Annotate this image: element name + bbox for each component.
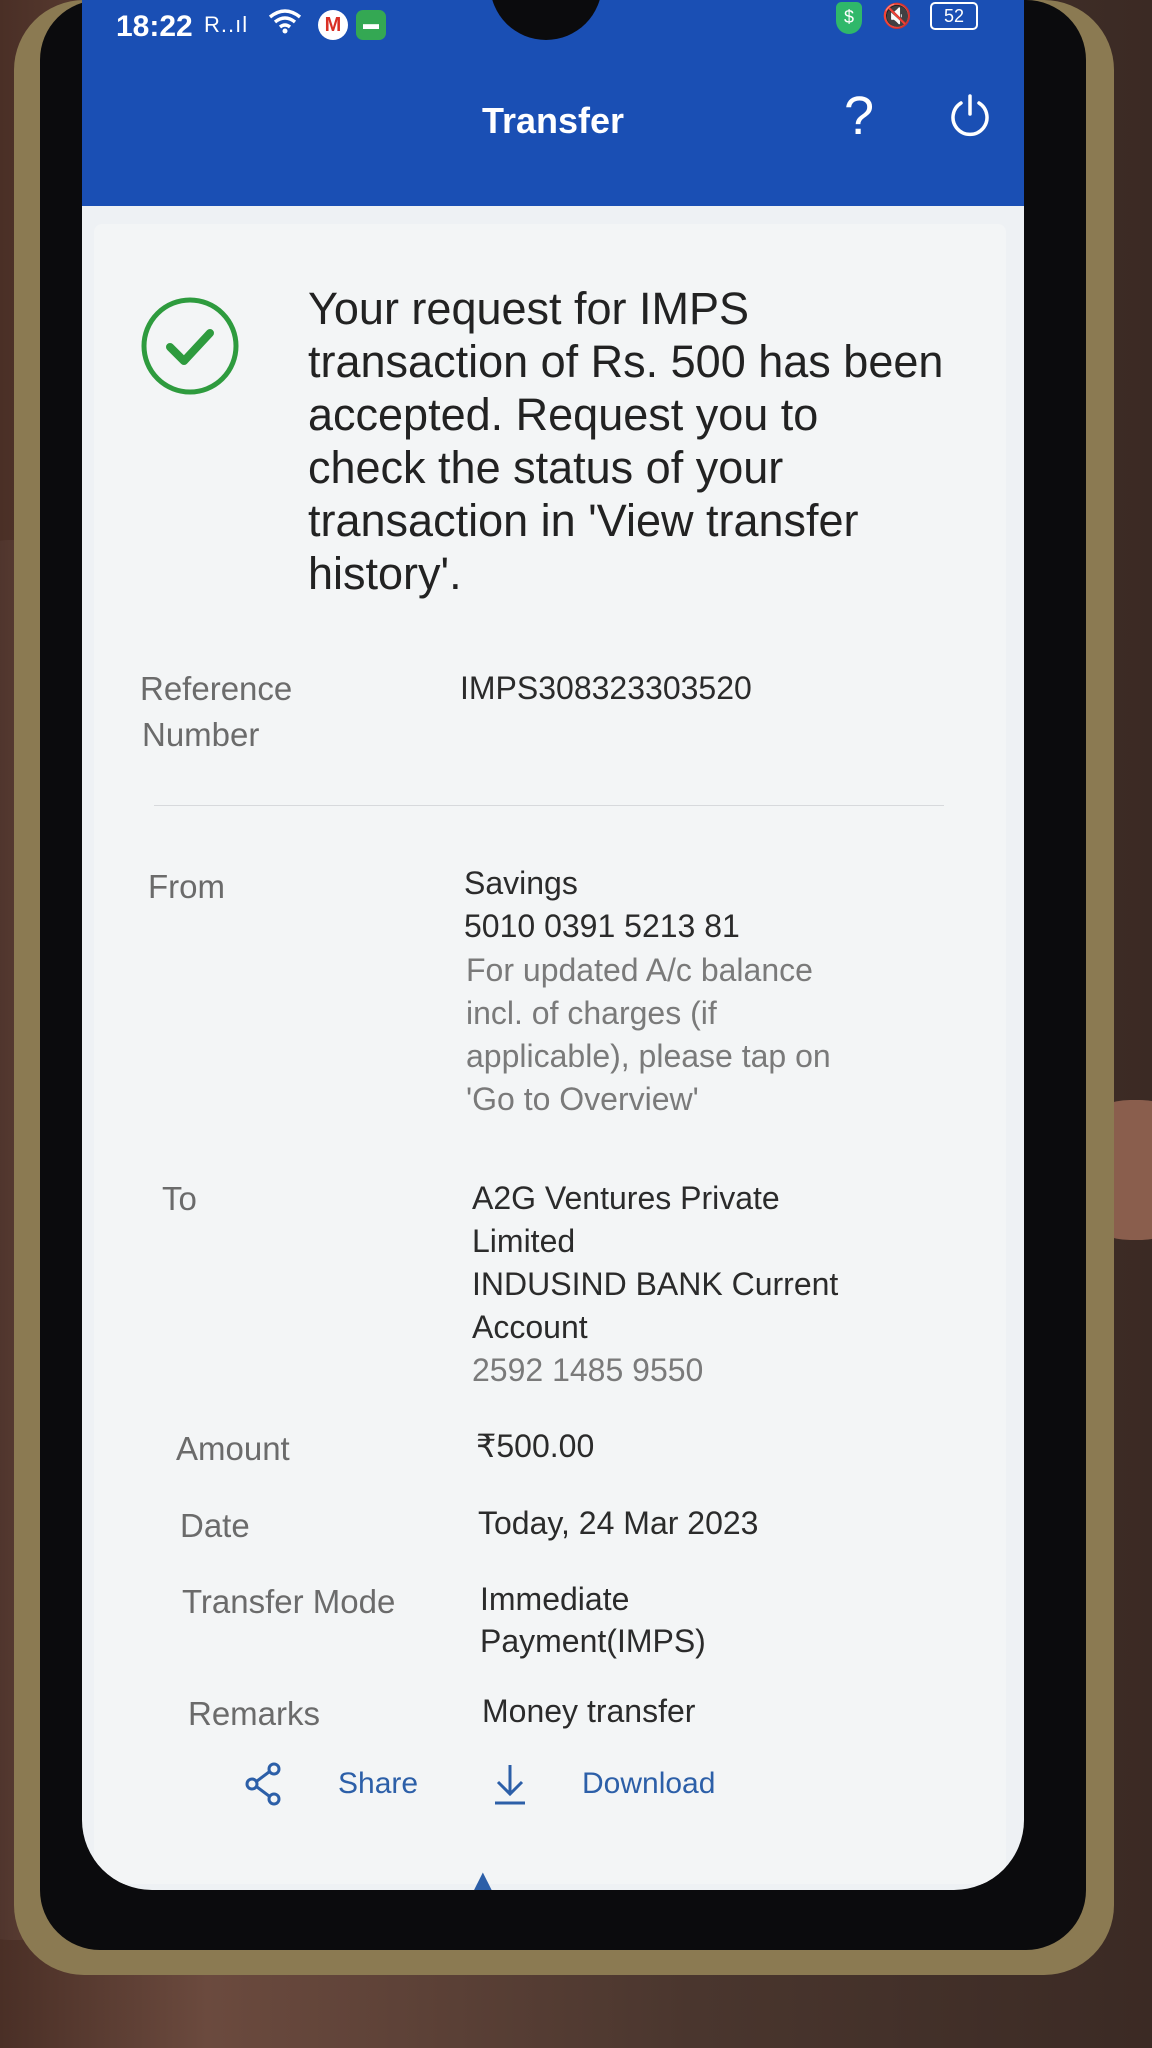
amount-label: Amount (176, 1430, 290, 1467)
to-label: To (162, 1180, 197, 1217)
camera-notch (490, 0, 602, 40)
from-note-line3: applicable), please tap on (466, 1038, 831, 1074)
to-name-line1: A2G Ventures Private (472, 1180, 780, 1216)
status-time: 18:22 (116, 10, 193, 43)
to-account-number: 2592 1485 9550 (472, 1352, 704, 1388)
help-icon[interactable]: ? (844, 86, 875, 146)
share-icon (244, 1761, 284, 1807)
transfer-mode-label: Transfer Mode (182, 1583, 396, 1620)
remarks-label: Remarks (188, 1695, 321, 1732)
reference-value: IMPS308323303520 (460, 670, 752, 706)
remarks-value: Money transfer (482, 1693, 696, 1729)
download-button[interactable] (492, 1754, 715, 1814)
reference-label-line1: Reference (140, 670, 293, 707)
download-label: Download (582, 1767, 716, 1800)
share-label: Share (338, 1767, 419, 1800)
from-account-type: Savings (464, 865, 578, 901)
mute-icon: 🔇 (882, 3, 912, 30)
battery-indicator: 52 (930, 2, 978, 30)
wifi-icon (268, 8, 302, 42)
amount-value: ₹500.00 (476, 1428, 595, 1464)
status-bar (82, 0, 1024, 56)
to-bank-line2: Account (472, 1309, 588, 1345)
transfer-mode-line2: Payment(IMPS) (480, 1623, 706, 1659)
gmail-icon: M (318, 10, 348, 40)
shield-icon: $ (836, 2, 862, 34)
from-note-line4[interactable]: 'Go to Overview' (466, 1081, 699, 1117)
date-label: Date (180, 1507, 250, 1544)
transfer-confirmation-card (94, 224, 1006, 1890)
success-message: Your request for IMPS transaction of Rs. 500 has been accepted. Request you to check the status of your transaction in 'View transfer history'. (308, 283, 944, 599)
from-label: From (148, 868, 225, 905)
from-note-line2: incl. of charges (if (466, 995, 717, 1031)
share-button[interactable] (244, 1754, 418, 1814)
phone-screen (82, 0, 1024, 1890)
date-value: Today, 24 Mar 2023 (478, 1505, 759, 1541)
to-name-line2: Limited (472, 1223, 576, 1259)
to-bank-line1: INDUSIND BANK Current (472, 1266, 839, 1302)
signal-icon: R..ıl (204, 12, 249, 37)
page-title: Transfer (481, 100, 625, 141)
download-icon (492, 1761, 528, 1807)
app-bar (82, 56, 1024, 206)
from-account-number: 5010 0391 5213 81 (464, 908, 740, 944)
from-note-line1: For updated A/c balance (466, 952, 813, 988)
check-circle-icon (140, 296, 240, 396)
chevron-up-icon[interactable]: ▲ (468, 1864, 498, 1890)
divider (154, 805, 944, 806)
messages-icon: ▬ (356, 10, 386, 40)
transfer-mode-line1: Immediate (480, 1581, 630, 1617)
power-icon[interactable] (946, 92, 994, 140)
reference-label-line2: Number (142, 716, 260, 753)
